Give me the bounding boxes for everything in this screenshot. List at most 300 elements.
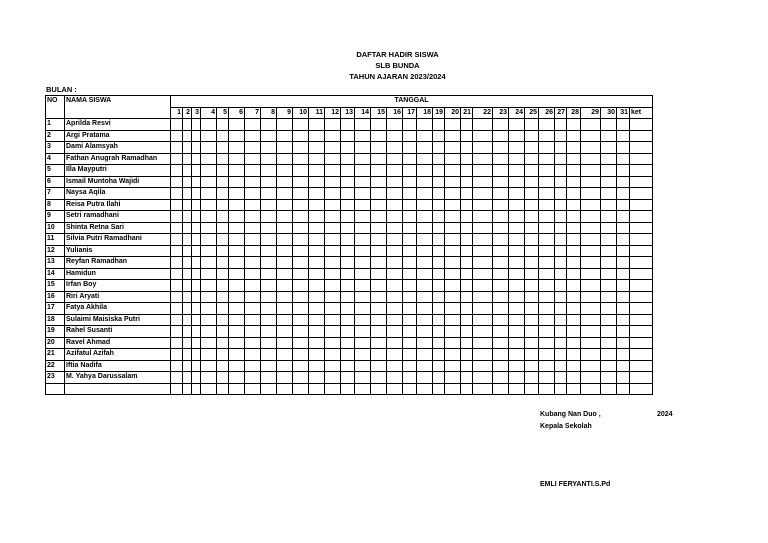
attendance-cell[interactable] (493, 142, 509, 154)
attendance-cell[interactable] (539, 303, 555, 315)
attendance-cell[interactable] (509, 257, 525, 269)
attendance-cell[interactable] (183, 326, 192, 338)
attendance-cell[interactable] (417, 280, 433, 292)
attendance-cell[interactable] (371, 337, 387, 349)
attendance-cell[interactable] (171, 349, 183, 361)
attendance-cell[interactable] (355, 188, 371, 200)
attendance-cell[interactable] (192, 188, 201, 200)
attendance-cell[interactable] (539, 349, 555, 361)
attendance-cell[interactable] (341, 303, 355, 315)
attendance-cell[interactable] (229, 257, 245, 269)
attendance-cell[interactable] (567, 291, 581, 303)
attendance-cell[interactable] (341, 349, 355, 361)
attendance-cell[interactable] (445, 326, 461, 338)
attendance-cell[interactable] (192, 211, 201, 223)
attendance-cell[interactable] (630, 245, 653, 257)
attendance-cell[interactable] (171, 337, 183, 349)
attendance-cell[interactable] (567, 360, 581, 372)
attendance-cell[interactable] (229, 165, 245, 177)
attendance-cell[interactable] (601, 234, 617, 246)
attendance-cell[interactable] (245, 153, 261, 165)
attendance-cell[interactable] (525, 119, 539, 131)
attendance-cell[interactable] (539, 119, 555, 131)
attendance-cell[interactable] (387, 234, 403, 246)
attendance-cell[interactable] (567, 245, 581, 257)
attendance-cell[interactable] (555, 222, 567, 234)
attendance-cell[interactable] (473, 326, 493, 338)
attendance-cell[interactable] (341, 130, 355, 142)
attendance-cell[interactable] (341, 268, 355, 280)
attendance-cell[interactable] (445, 199, 461, 211)
attendance-cell[interactable] (630, 326, 653, 338)
attendance-cell[interactable] (581, 222, 601, 234)
attendance-cell[interactable] (277, 383, 293, 395)
attendance-cell[interactable] (325, 314, 341, 326)
attendance-cell[interactable] (309, 199, 325, 211)
attendance-cell[interactable] (183, 245, 192, 257)
attendance-cell[interactable] (461, 268, 473, 280)
attendance-cell[interactable] (567, 314, 581, 326)
attendance-cell[interactable] (509, 291, 525, 303)
attendance-cell[interactable] (630, 234, 653, 246)
attendance-cell[interactable] (539, 188, 555, 200)
attendance-cell[interactable] (217, 337, 229, 349)
attendance-cell[interactable] (201, 280, 217, 292)
attendance-cell[interactable] (473, 176, 493, 188)
attendance-cell[interactable] (325, 199, 341, 211)
attendance-cell[interactable] (403, 326, 417, 338)
attendance-cell[interactable] (403, 222, 417, 234)
attendance-cell[interactable] (387, 222, 403, 234)
attendance-cell[interactable] (245, 337, 261, 349)
attendance-cell[interactable] (171, 303, 183, 315)
attendance-cell[interactable] (371, 303, 387, 315)
attendance-cell[interactable] (171, 383, 183, 395)
attendance-cell[interactable] (525, 130, 539, 142)
attendance-cell[interactable] (229, 360, 245, 372)
attendance-cell[interactable] (630, 337, 653, 349)
attendance-cell[interactable] (371, 360, 387, 372)
attendance-cell[interactable] (371, 314, 387, 326)
attendance-cell[interactable] (309, 383, 325, 395)
attendance-cell[interactable] (473, 142, 493, 154)
attendance-cell[interactable] (183, 268, 192, 280)
attendance-cell[interactable] (567, 337, 581, 349)
attendance-cell[interactable] (341, 199, 355, 211)
attendance-cell[interactable] (445, 130, 461, 142)
attendance-cell[interactable] (293, 268, 309, 280)
attendance-cell[interactable] (433, 142, 445, 154)
attendance-cell[interactable] (509, 326, 525, 338)
attendance-cell[interactable] (183, 222, 192, 234)
attendance-cell[interactable] (461, 257, 473, 269)
attendance-cell[interactable] (403, 257, 417, 269)
attendance-cell[interactable] (617, 234, 630, 246)
attendance-cell[interactable] (217, 222, 229, 234)
attendance-cell[interactable] (539, 234, 555, 246)
attendance-cell[interactable] (217, 291, 229, 303)
attendance-cell[interactable] (473, 245, 493, 257)
attendance-cell[interactable] (601, 268, 617, 280)
attendance-cell[interactable] (325, 280, 341, 292)
attendance-cell[interactable] (261, 303, 277, 315)
attendance-cell[interactable] (277, 153, 293, 165)
attendance-cell[interactable] (201, 326, 217, 338)
attendance-cell[interactable] (261, 372, 277, 384)
attendance-cell[interactable] (433, 257, 445, 269)
attendance-cell[interactable] (493, 280, 509, 292)
attendance-cell[interactable] (417, 349, 433, 361)
attendance-cell[interactable] (171, 153, 183, 165)
attendance-cell[interactable] (371, 291, 387, 303)
attendance-cell[interactable] (403, 349, 417, 361)
attendance-cell[interactable] (433, 383, 445, 395)
attendance-cell[interactable] (245, 257, 261, 269)
attendance-cell[interactable] (525, 291, 539, 303)
attendance-cell[interactable] (433, 119, 445, 131)
attendance-cell[interactable] (539, 165, 555, 177)
attendance-cell[interactable] (473, 211, 493, 223)
attendance-cell[interactable] (261, 222, 277, 234)
attendance-cell[interactable] (403, 234, 417, 246)
attendance-cell[interactable] (387, 188, 403, 200)
attendance-cell[interactable] (601, 130, 617, 142)
attendance-cell[interactable] (403, 176, 417, 188)
attendance-cell[interactable] (581, 257, 601, 269)
attendance-cell[interactable] (309, 165, 325, 177)
attendance-cell[interactable] (509, 119, 525, 131)
attendance-cell[interactable] (433, 153, 445, 165)
attendance-cell[interactable] (341, 165, 355, 177)
attendance-cell[interactable] (183, 303, 192, 315)
attendance-cell[interactable] (201, 314, 217, 326)
attendance-cell[interactable] (525, 337, 539, 349)
attendance-cell[interactable] (183, 291, 192, 303)
attendance-cell[interactable] (325, 234, 341, 246)
attendance-cell[interactable] (277, 130, 293, 142)
attendance-cell[interactable] (171, 211, 183, 223)
attendance-cell[interactable] (567, 142, 581, 154)
attendance-cell[interactable] (601, 199, 617, 211)
attendance-cell[interactable] (277, 142, 293, 154)
attendance-cell[interactable] (217, 234, 229, 246)
attendance-cell[interactable] (309, 360, 325, 372)
attendance-cell[interactable] (261, 142, 277, 154)
attendance-cell[interactable] (617, 119, 630, 131)
attendance-cell[interactable] (617, 360, 630, 372)
attendance-cell[interactable] (201, 349, 217, 361)
attendance-cell[interactable] (555, 199, 567, 211)
attendance-cell[interactable] (387, 326, 403, 338)
attendance-cell[interactable] (277, 372, 293, 384)
attendance-cell[interactable] (617, 257, 630, 269)
attendance-cell[interactable] (192, 119, 201, 131)
attendance-cell[interactable] (387, 199, 403, 211)
attendance-cell[interactable] (555, 245, 567, 257)
attendance-cell[interactable] (567, 303, 581, 315)
attendance-cell[interactable] (341, 280, 355, 292)
attendance-cell[interactable] (217, 245, 229, 257)
attendance-cell[interactable] (325, 142, 341, 154)
attendance-cell[interactable] (539, 153, 555, 165)
attendance-cell[interactable] (581, 245, 601, 257)
attendance-cell[interactable] (229, 349, 245, 361)
attendance-cell[interactable] (555, 188, 567, 200)
attendance-cell[interactable] (293, 337, 309, 349)
attendance-cell[interactable] (555, 360, 567, 372)
attendance-cell[interactable] (171, 280, 183, 292)
attendance-cell[interactable] (473, 349, 493, 361)
attendance-cell[interactable] (192, 245, 201, 257)
attendance-cell[interactable] (229, 211, 245, 223)
attendance-cell[interactable] (433, 337, 445, 349)
attendance-cell[interactable] (581, 165, 601, 177)
attendance-cell[interactable] (433, 222, 445, 234)
attendance-cell[interactable] (341, 326, 355, 338)
attendance-cell[interactable] (630, 383, 653, 395)
attendance-cell[interactable] (601, 372, 617, 384)
attendance-cell[interactable] (433, 303, 445, 315)
attendance-cell[interactable] (601, 360, 617, 372)
attendance-cell[interactable] (355, 165, 371, 177)
attendance-cell[interactable] (433, 360, 445, 372)
attendance-cell[interactable] (555, 280, 567, 292)
attendance-cell[interactable] (509, 372, 525, 384)
attendance-cell[interactable] (630, 130, 653, 142)
attendance-cell[interactable] (617, 222, 630, 234)
attendance-cell[interactable] (417, 303, 433, 315)
attendance-cell[interactable] (539, 268, 555, 280)
attendance-cell[interactable] (581, 153, 601, 165)
attendance-cell[interactable] (445, 291, 461, 303)
attendance-cell[interactable] (473, 291, 493, 303)
attendance-cell[interactable] (183, 257, 192, 269)
attendance-cell[interactable] (630, 176, 653, 188)
attendance-cell[interactable] (309, 176, 325, 188)
attendance-cell[interactable] (261, 268, 277, 280)
attendance-cell[interactable] (555, 326, 567, 338)
attendance-cell[interactable] (201, 211, 217, 223)
attendance-cell[interactable] (277, 199, 293, 211)
attendance-cell[interactable] (525, 142, 539, 154)
attendance-cell[interactable] (201, 222, 217, 234)
attendance-cell[interactable] (630, 142, 653, 154)
attendance-cell[interactable] (581, 280, 601, 292)
attendance-cell[interactable] (525, 280, 539, 292)
attendance-cell[interactable] (183, 119, 192, 131)
attendance-cell[interactable] (201, 130, 217, 142)
attendance-cell[interactable] (341, 383, 355, 395)
attendance-cell[interactable] (473, 372, 493, 384)
attendance-cell[interactable] (601, 383, 617, 395)
attendance-cell[interactable] (293, 222, 309, 234)
attendance-cell[interactable] (525, 372, 539, 384)
attendance-cell[interactable] (509, 165, 525, 177)
attendance-cell[interactable] (371, 222, 387, 234)
attendance-cell[interactable] (509, 360, 525, 372)
attendance-cell[interactable] (581, 234, 601, 246)
attendance-cell[interactable] (417, 314, 433, 326)
attendance-cell[interactable] (461, 383, 473, 395)
attendance-cell[interactable] (192, 199, 201, 211)
attendance-cell[interactable] (355, 142, 371, 154)
attendance-cell[interactable] (341, 360, 355, 372)
attendance-cell[interactable] (403, 142, 417, 154)
attendance-cell[interactable] (601, 314, 617, 326)
attendance-cell[interactable] (630, 211, 653, 223)
attendance-cell[interactable] (325, 222, 341, 234)
attendance-cell[interactable] (261, 291, 277, 303)
attendance-cell[interactable] (371, 211, 387, 223)
attendance-cell[interactable] (229, 337, 245, 349)
attendance-cell[interactable] (245, 222, 261, 234)
attendance-cell[interactable] (555, 349, 567, 361)
attendance-cell[interactable] (567, 383, 581, 395)
attendance-cell[interactable] (539, 326, 555, 338)
attendance-cell[interactable] (192, 142, 201, 154)
attendance-cell[interactable] (355, 280, 371, 292)
attendance-cell[interactable] (341, 153, 355, 165)
attendance-cell[interactable] (217, 280, 229, 292)
attendance-cell[interactable] (493, 153, 509, 165)
attendance-cell[interactable] (183, 211, 192, 223)
attendance-cell[interactable] (341, 234, 355, 246)
attendance-cell[interactable] (217, 303, 229, 315)
attendance-cell[interactable] (309, 142, 325, 154)
attendance-cell[interactable] (261, 188, 277, 200)
attendance-cell[interactable] (245, 176, 261, 188)
attendance-cell[interactable] (229, 130, 245, 142)
attendance-cell[interactable] (509, 349, 525, 361)
attendance-cell[interactable] (309, 349, 325, 361)
attendance-cell[interactable] (433, 326, 445, 338)
attendance-cell[interactable] (525, 153, 539, 165)
attendance-cell[interactable] (183, 280, 192, 292)
attendance-cell[interactable] (325, 360, 341, 372)
attendance-cell[interactable] (245, 234, 261, 246)
attendance-cell[interactable] (525, 222, 539, 234)
attendance-cell[interactable] (217, 211, 229, 223)
attendance-cell[interactable] (293, 326, 309, 338)
attendance-cell[interactable] (461, 245, 473, 257)
attendance-cell[interactable] (601, 291, 617, 303)
attendance-cell[interactable] (293, 314, 309, 326)
attendance-cell[interactable] (371, 142, 387, 154)
attendance-cell[interactable] (309, 222, 325, 234)
attendance-cell[interactable] (245, 119, 261, 131)
attendance-cell[interactable] (387, 142, 403, 154)
attendance-cell[interactable] (493, 314, 509, 326)
attendance-cell[interactable] (433, 130, 445, 142)
attendance-cell[interactable] (525, 303, 539, 315)
attendance-cell[interactable] (277, 349, 293, 361)
attendance-cell[interactable] (245, 188, 261, 200)
attendance-cell[interactable] (229, 222, 245, 234)
attendance-cell[interactable] (433, 245, 445, 257)
attendance-cell[interactable] (461, 337, 473, 349)
attendance-cell[interactable] (387, 119, 403, 131)
attendance-cell[interactable] (245, 245, 261, 257)
attendance-cell[interactable] (355, 176, 371, 188)
attendance-cell[interactable] (567, 188, 581, 200)
attendance-cell[interactable] (461, 222, 473, 234)
attendance-cell[interactable] (309, 268, 325, 280)
attendance-cell[interactable] (581, 372, 601, 384)
attendance-cell[interactable] (201, 372, 217, 384)
attendance-cell[interactable] (433, 188, 445, 200)
attendance-cell[interactable] (567, 199, 581, 211)
attendance-cell[interactable] (403, 245, 417, 257)
attendance-cell[interactable] (387, 280, 403, 292)
attendance-cell[interactable] (201, 142, 217, 154)
attendance-cell[interactable] (371, 326, 387, 338)
attendance-cell[interactable] (601, 280, 617, 292)
attendance-cell[interactable] (355, 211, 371, 223)
attendance-cell[interactable] (245, 314, 261, 326)
attendance-cell[interactable] (403, 383, 417, 395)
attendance-cell[interactable] (183, 176, 192, 188)
attendance-cell[interactable] (261, 360, 277, 372)
attendance-cell[interactable] (355, 291, 371, 303)
attendance-cell[interactable] (217, 360, 229, 372)
attendance-cell[interactable] (581, 142, 601, 154)
attendance-cell[interactable] (229, 268, 245, 280)
attendance-cell[interactable] (461, 360, 473, 372)
attendance-cell[interactable] (509, 245, 525, 257)
attendance-cell[interactable] (192, 326, 201, 338)
attendance-cell[interactable] (567, 119, 581, 131)
attendance-cell[interactable] (473, 337, 493, 349)
attendance-cell[interactable] (555, 268, 567, 280)
attendance-cell[interactable] (417, 188, 433, 200)
attendance-cell[interactable] (371, 268, 387, 280)
attendance-cell[interactable] (403, 188, 417, 200)
attendance-cell[interactable] (555, 291, 567, 303)
attendance-cell[interactable] (473, 303, 493, 315)
attendance-cell[interactable] (277, 257, 293, 269)
attendance-cell[interactable] (581, 199, 601, 211)
attendance-cell[interactable] (461, 199, 473, 211)
attendance-cell[interactable] (525, 349, 539, 361)
attendance-cell[interactable] (539, 314, 555, 326)
attendance-cell[interactable] (245, 211, 261, 223)
attendance-cell[interactable] (293, 153, 309, 165)
attendance-cell[interactable] (473, 188, 493, 200)
attendance-cell[interactable] (325, 349, 341, 361)
attendance-cell[interactable] (403, 119, 417, 131)
attendance-cell[interactable] (630, 222, 653, 234)
attendance-cell[interactable] (617, 349, 630, 361)
attendance-cell[interactable] (277, 222, 293, 234)
attendance-cell[interactable] (229, 372, 245, 384)
attendance-cell[interactable] (473, 119, 493, 131)
attendance-cell[interactable] (371, 245, 387, 257)
attendance-cell[interactable] (433, 176, 445, 188)
attendance-cell[interactable] (325, 383, 341, 395)
attendance-cell[interactable] (183, 349, 192, 361)
attendance-cell[interactable] (277, 176, 293, 188)
attendance-cell[interactable] (229, 188, 245, 200)
attendance-cell[interactable] (403, 211, 417, 223)
attendance-cell[interactable] (325, 326, 341, 338)
attendance-cell[interactable] (581, 303, 601, 315)
attendance-cell[interactable] (525, 383, 539, 395)
attendance-cell[interactable] (171, 326, 183, 338)
attendance-cell[interactable] (192, 360, 201, 372)
attendance-cell[interactable] (509, 337, 525, 349)
attendance-cell[interactable] (581, 349, 601, 361)
attendance-cell[interactable] (581, 314, 601, 326)
